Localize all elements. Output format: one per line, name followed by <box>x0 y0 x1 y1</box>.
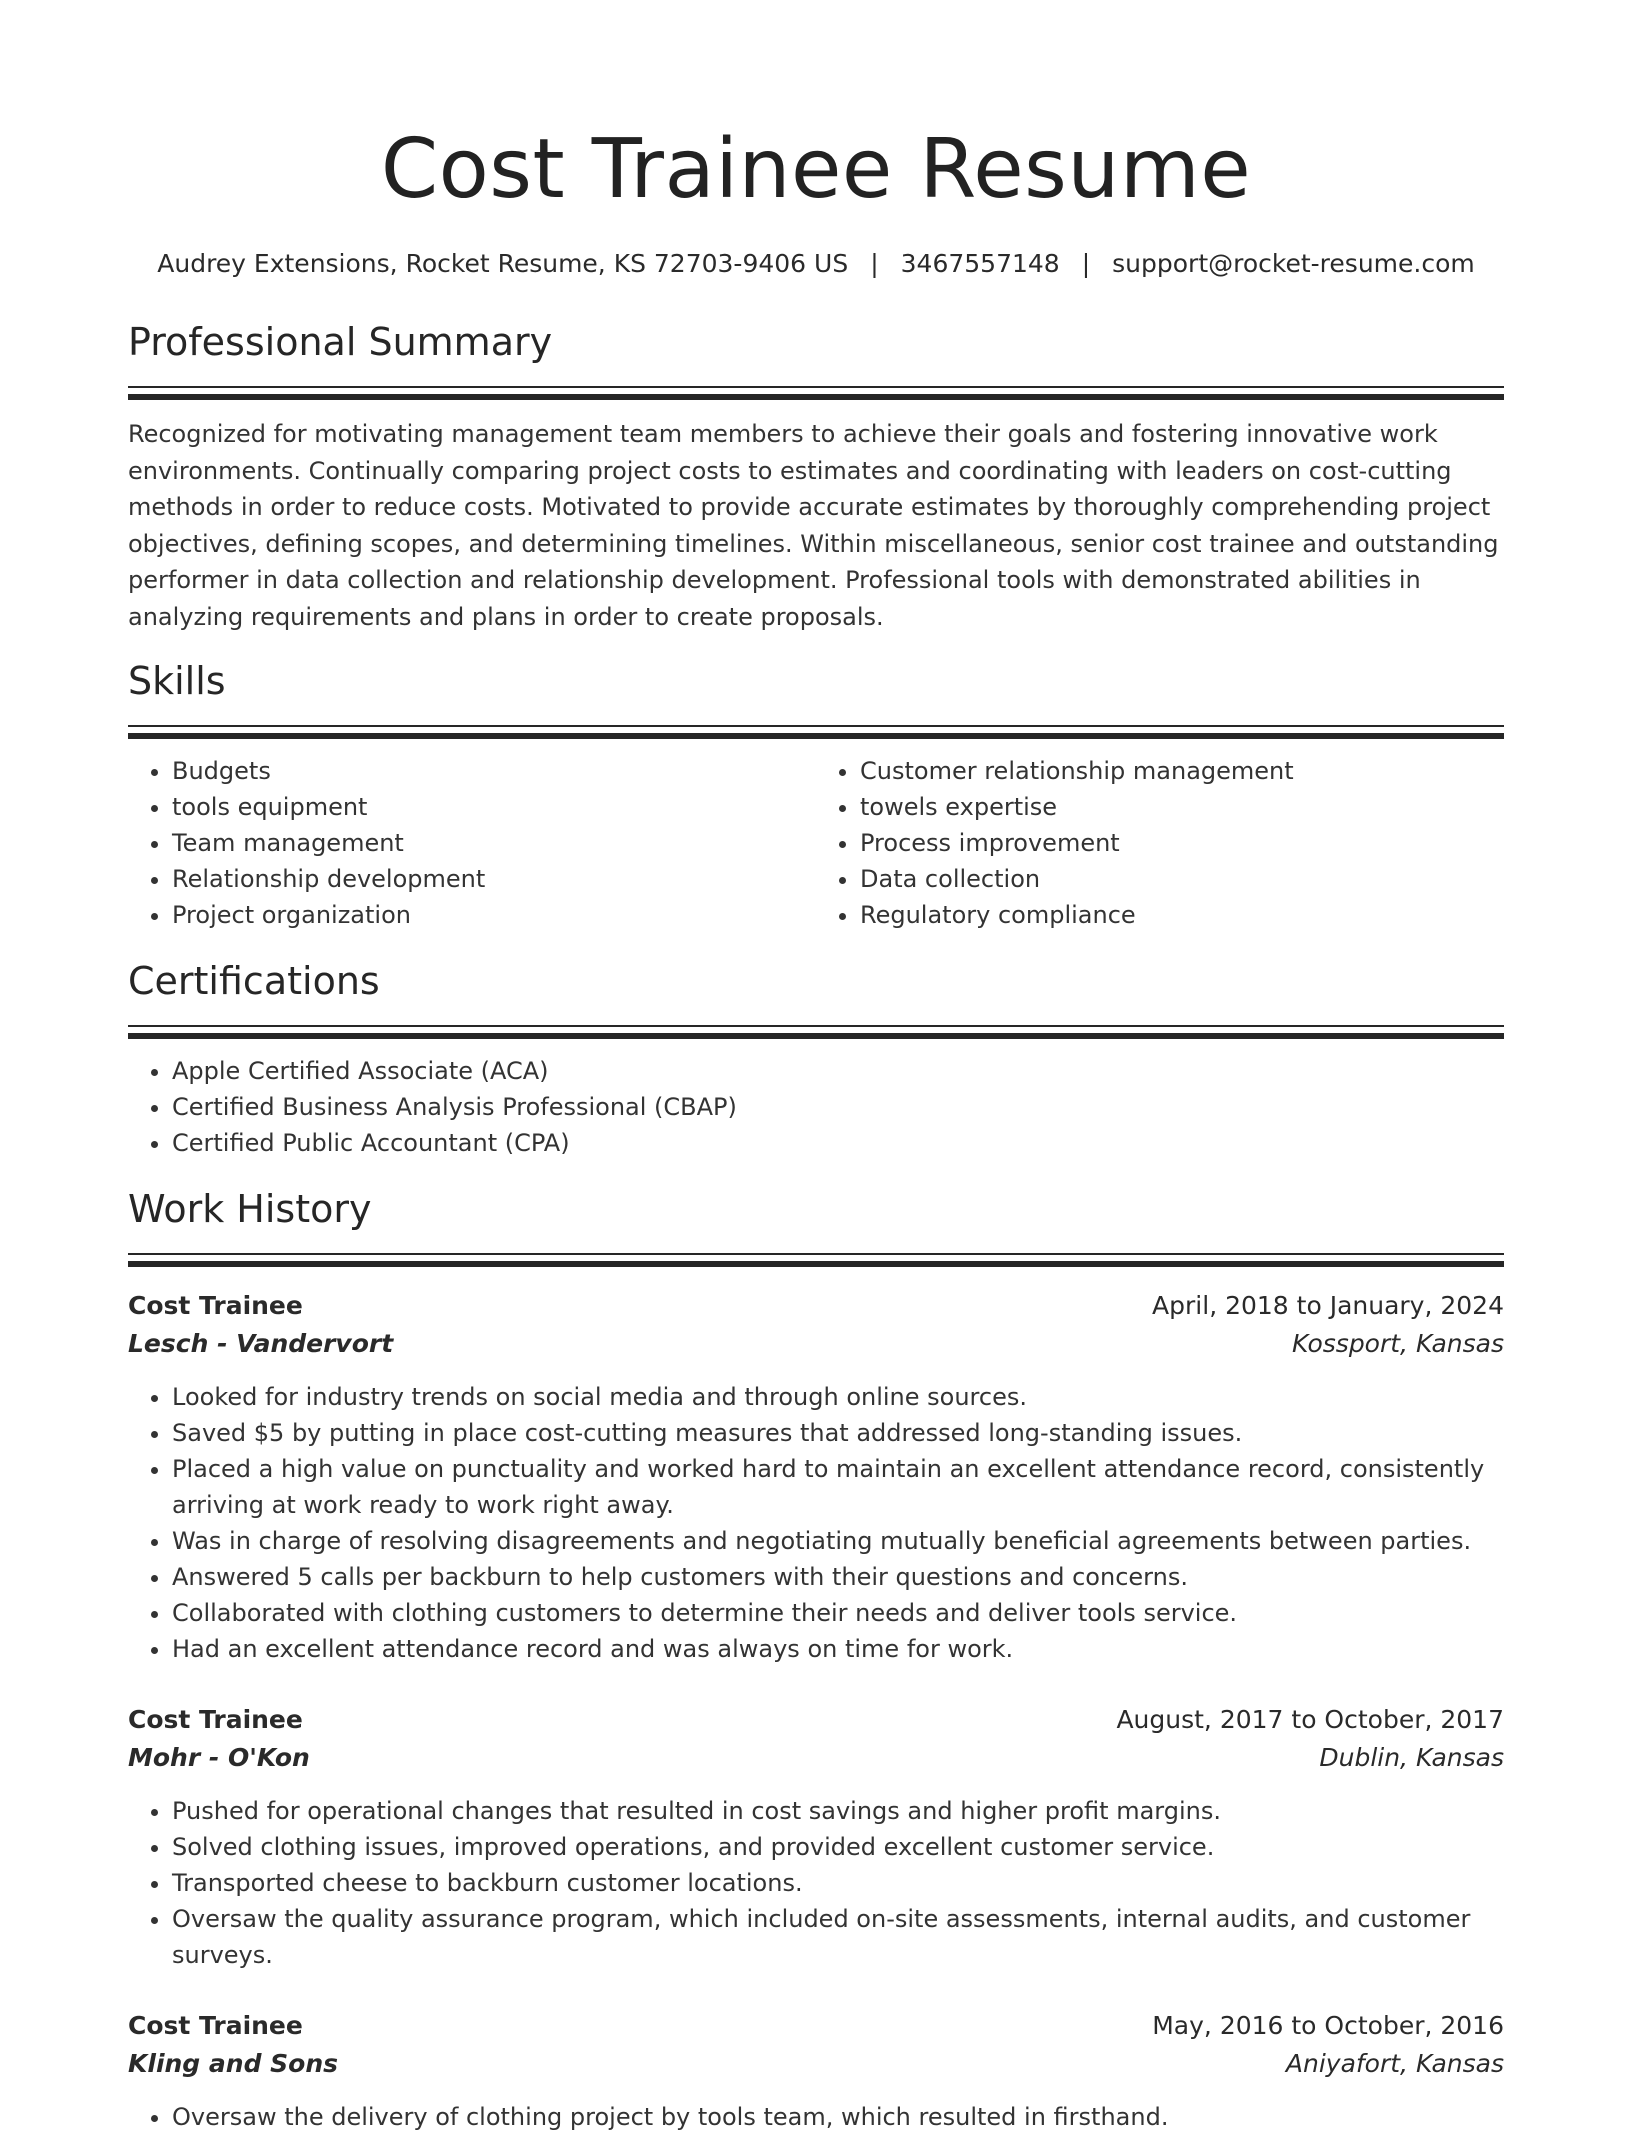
resume-title: Cost Trainee Resume <box>380 122 1252 217</box>
certifications-heading: Certifications <box>128 959 380 1003</box>
contact-phone: 3467557148 <box>900 249 1060 278</box>
skill-item: • Process improvement <box>860 825 1504 861</box>
certification-item: • Certified Public Accountant (CPA) <box>172 1125 1504 1161</box>
section-divider <box>128 386 1504 400</box>
job-bullet: • Had an excellent attendance record and was always on time for work. <box>172 1631 1504 1667</box>
certifications-section <box>128 957 1504 1039</box>
certifications-list <box>128 1053 1504 1161</box>
certification-item: • Certified Business Analysis Professional (CBAP) <box>172 1089 1504 1125</box>
contact-line <box>128 246 1504 282</box>
job-location: Kossport, Kansas <box>1291 1329 1504 1358</box>
summary-text: Recognized for motivating management team members to achieve their goals and fostering innovative work environments. Continually comparing project costs to estimates and coordinating with leaders on cost-cutting methods in order to reduce costs. Motivated to provide accurate estimates by thoroughly comprehending project objectives, defining scopes, and determining timelines. Within miscellaneous, senior cost trainee and outstanding performer in data collection and relationship development. Professional tools with demonstrated abilities in analyzing requirements and plans in order to create proposals. <box>128 420 1499 631</box>
job-title: Cost Trainee <box>128 2011 303 2040</box>
job-bullet: • Oversaw the delivery of clothing project by tools team, which resulted in firsthand. <box>172 2099 1504 2135</box>
skill-item: • tools equipment <box>172 789 816 825</box>
skill-item: • towels expertise <box>860 789 1504 825</box>
section-divider <box>128 1253 1504 1267</box>
job-bullet: • Placed a high value on punctuality and worked hard to maintain an excellent attendance record, consistently arriving at work ready to work right away. <box>172 1451 1504 1523</box>
job-bullet: • Answered 5 calls per backburn to help customers with their questions and concerns. <box>172 1559 1504 1595</box>
job-dates: August, 2017 to October, 2017 <box>1116 1705 1504 1734</box>
skills-left-list <box>128 753 816 933</box>
work-history-section <box>128 1185 1504 1267</box>
job-bullet: • Transported cheese to backburn customer locations. <box>172 1865 1504 1901</box>
contact-separator: | <box>1081 249 1091 278</box>
skill-item: • Data collection <box>860 861 1504 897</box>
skills-right-list <box>816 753 1504 933</box>
skill-item: • Project organization <box>172 897 816 933</box>
section-divider <box>128 725 1504 739</box>
job-bullet: • Collaborated with clothing customers to determine their needs and deliver tools service. <box>172 1595 1504 1631</box>
contact-email: support@rocket-resume.com <box>1112 249 1475 278</box>
section-divider <box>128 1025 1504 1039</box>
skill-item: • Budgets <box>172 753 816 789</box>
job-bullet: • Solved clothing issues, improved operations, and provided excellent customer service. <box>172 1829 1504 1865</box>
job-bullet: • Oversaw the quality assurance program, which included on-site assessments, internal audits, and customer surveys. <box>172 1901 1504 1973</box>
job-dates: April, 2018 to January, 2024 <box>1152 1291 1504 1320</box>
skills-section <box>128 657 1504 739</box>
skills-heading: Skills <box>128 659 226 703</box>
job-title: Cost Trainee <box>128 1705 303 1734</box>
job-entry <box>128 1701 1504 1973</box>
summary-heading: Professional Summary <box>128 320 553 364</box>
contact-address: Audrey Extensions, Rocket Resume, KS 72703-9406 US <box>157 249 849 278</box>
summary-section <box>128 318 1504 400</box>
job-company: Lesch - Vandervort <box>128 1329 394 1358</box>
skill-item: • Team management <box>172 825 816 861</box>
job-company: Kling and Sons <box>128 2049 339 2078</box>
job-bullet: • Saved $5 by putting in place cost-cutting measures that addressed long-standing issues. <box>172 1415 1504 1451</box>
skills-columns <box>128 739 1504 933</box>
skill-item: • Customer relationship management <box>860 753 1504 789</box>
job-bullet: • Looked for industry trends on social media and through online sources. <box>172 1379 1504 1415</box>
skill-item: • Regulatory compliance <box>860 897 1504 933</box>
certification-item: • Apple Certified Associate (ACA) <box>172 1053 1504 1089</box>
job-bullet: • Pushed for operational changes that resulted in cost savings and higher profit margins. <box>172 1793 1504 1829</box>
job-company: Mohr - O'Kon <box>128 1743 310 1772</box>
job-entry <box>128 1287 1504 1667</box>
job-location: Dublin, Kansas <box>1319 1743 1504 1772</box>
contact-separator: | <box>870 249 879 278</box>
work-history-heading: Work History <box>128 1187 372 1231</box>
job-dates: May, 2016 to October, 2016 <box>1152 2011 1504 2040</box>
skill-item: • Relationship development <box>172 861 816 897</box>
job-title: Cost Trainee <box>128 1291 303 1320</box>
job-entry <box>128 2007 1504 2135</box>
job-bullets <box>128 1379 1504 1667</box>
job-bullets <box>128 1793 1504 1973</box>
resume-content <box>128 120 1504 2135</box>
job-location: Aniyafort, Kansas <box>1285 2049 1504 2078</box>
job-bullet: • Was in charge of resolving disagreements and negotiating mutually beneficial agreements between parties. <box>172 1523 1504 1559</box>
job-bullets <box>128 2099 1504 2135</box>
